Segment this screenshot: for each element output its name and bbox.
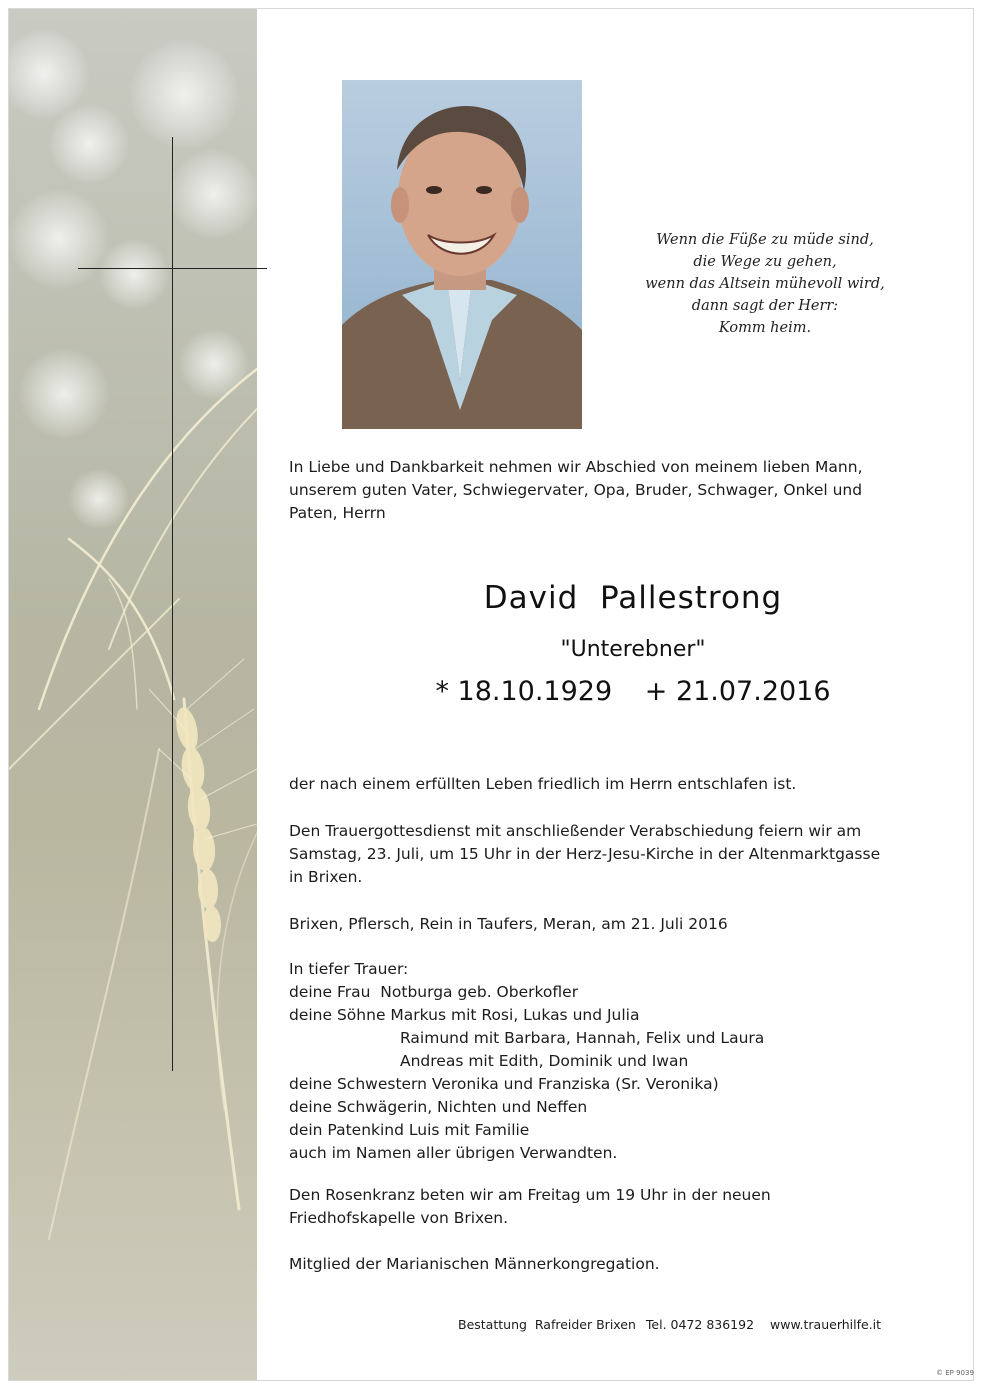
intro-line: In Liebe und Dankbarkeit nehmen wir Abschied von meinem lieben Mann,: [289, 458, 863, 476]
death-date: + 21.07.2016: [644, 676, 831, 707]
quote-line: die Wege zu gehen,: [693, 254, 837, 270]
mourner-line: dein Patenkind Luis mit Familie: [289, 1121, 530, 1139]
passing-line: der nach einem erfüllten Leben friedlich im Herrn entschlafen ist.: [289, 775, 797, 793]
portrait-photo: [342, 80, 582, 429]
cross-horizontal-bar: [78, 268, 267, 269]
rosary-line: Friedhofskapelle von Brixen.: [289, 1209, 509, 1227]
service-line: Den Trauergottesdienst mit anschließender Verabschiedung feiern wir am: [289, 822, 862, 840]
mourner-line: [289, 1050, 764, 1073]
quote-line: dann sagt der Herr:: [691, 298, 839, 314]
intro-line: unserem guten Vater, Schwiegervater, Opa, Bruder, Schwager, Onkel und: [289, 481, 863, 499]
place-date: Brixen, Pflersch, Rein in Taufers, Meran, am 21. Juli 2016: [289, 915, 728, 933]
print-code: © EP 9039: [936, 1369, 974, 1377]
life-dates: [289, 676, 977, 707]
rosary-line: Den Rosenkranz beten wir am Freitag um 19 Uhr in der neuen: [289, 1186, 771, 1204]
wheat-icon: [9, 9, 257, 1380]
mourners-heading: In tiefer Trauer:: [289, 960, 409, 978]
funeral-home-phone: Tel. 0472 836192: [645, 1317, 755, 1332]
intro-line: Paten, Herrn: [289, 504, 386, 522]
deceased-name: David Pallestrong: [483, 580, 783, 616]
deceased-nickname: "Unterebner": [560, 637, 706, 662]
service-line: in Brixen.: [289, 868, 363, 886]
funeral-home-name: Bestattung Rafreider Brixen: [458, 1317, 636, 1332]
wheat-background-image: [9, 9, 257, 1380]
mourner-line: deine Söhne Markus mit Rosi, Lukas und Julia: [289, 1006, 640, 1024]
quote-line: Wenn die Füße zu müde sind,: [656, 232, 874, 248]
mourner-line: [289, 1027, 764, 1050]
mourner-line-text: Andreas mit Edith, Dominik und Iwan: [400, 1052, 689, 1070]
footer: [458, 1317, 887, 1332]
mourner-line-text: Raimund mit Barbara, Hannah, Felix und Laura: [400, 1029, 765, 1047]
mourner-line: deine Frau Notburga geb. Oberkofler: [289, 983, 579, 1001]
birth-date: * 18.10.1929: [435, 676, 613, 707]
service-line: Samstag, 23. Juli, um 15 Uhr in der Herz-Jesu-Kirche in der Altenmarktgasse: [289, 845, 881, 863]
mourners-list: [289, 958, 764, 1165]
quote-line: wenn das Altsein mühevoll wird,: [645, 276, 885, 292]
portrait-icon: [342, 80, 582, 429]
service-paragraph: [289, 820, 880, 889]
mourner-line: auch im Namen aller übrigen Verwandten.: [289, 1144, 618, 1162]
mourner-line: deine Schwägerin, Nichten und Neffen: [289, 1098, 588, 1116]
intro-paragraph: [289, 456, 863, 525]
cross-vertical-bar: [172, 137, 173, 1071]
website-link[interactable]: www.trauerhilfe.it: [770, 1317, 882, 1332]
quote-line: Komm heim.: [718, 320, 812, 336]
quote-block: [605, 229, 925, 339]
membership-line: Mitglied der Marianischen Männerkongregation.: [289, 1255, 660, 1273]
rosary-paragraph: [289, 1184, 771, 1230]
mourner-line: deine Schwestern Veronika und Franziska (Sr. Veronika): [289, 1075, 719, 1093]
